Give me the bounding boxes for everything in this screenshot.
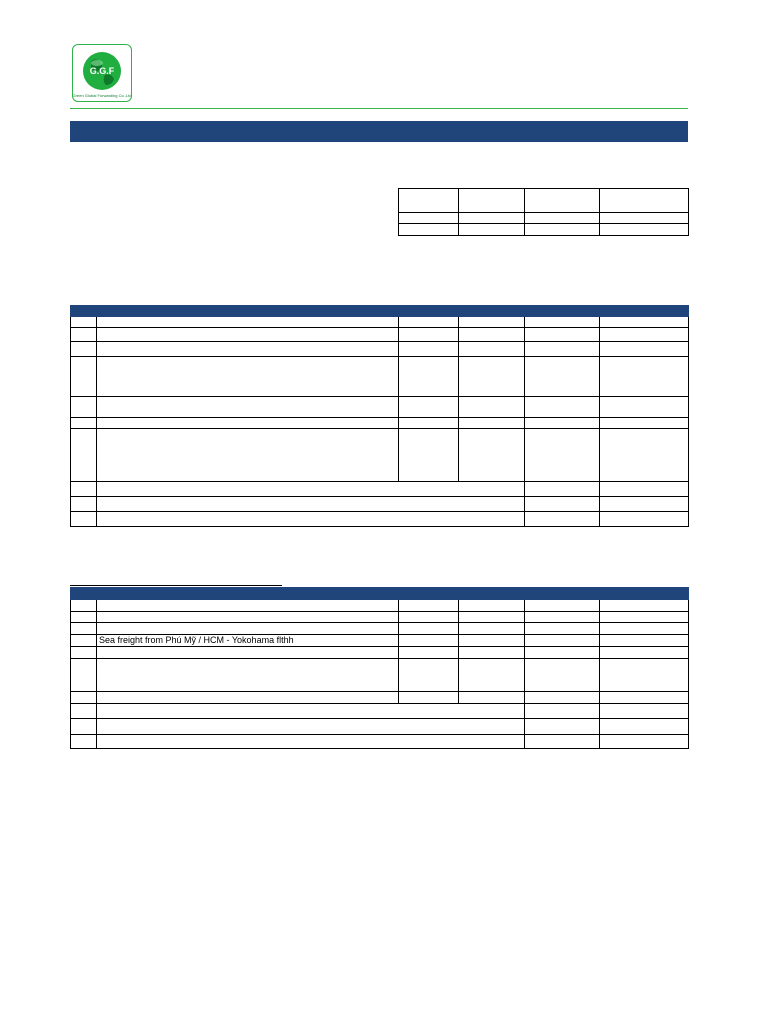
title-bar <box>70 121 688 142</box>
header-separator <box>70 108 688 109</box>
table-row <box>71 512 689 527</box>
logo-company-line: Green Global Forwarding Co.,Ltd <box>73 93 131 98</box>
table-row <box>71 357 689 397</box>
table-row <box>71 612 689 623</box>
table-row <box>71 418 689 429</box>
table-header <box>71 588 689 600</box>
table-row <box>71 623 689 635</box>
table-row <box>71 635 689 647</box>
table-row <box>71 429 689 482</box>
company-logo <box>72 44 132 102</box>
globe-icon <box>73 45 131 101</box>
table-row <box>71 719 689 735</box>
table-row <box>399 213 689 224</box>
table-row <box>71 735 689 749</box>
logo-letters: G.G.F <box>89 66 115 76</box>
charges-table-1 <box>70 305 689 527</box>
table-row <box>71 397 689 418</box>
sea-freight-label: Sea freight from Phú Mỹ / HCM - Yokohama flthh <box>97 635 399 647</box>
table-row <box>71 328 689 342</box>
table-row <box>71 317 689 328</box>
table-row <box>71 647 689 659</box>
table-row <box>71 497 689 512</box>
table-header <box>71 306 689 317</box>
section-underline <box>70 585 282 586</box>
charges-table-2 <box>70 587 689 749</box>
table-row <box>399 189 689 213</box>
table-row <box>71 600 689 612</box>
table-row <box>71 692 689 704</box>
summary-table <box>398 188 689 236</box>
table-row <box>71 659 689 692</box>
table-row <box>71 482 689 497</box>
table-row <box>71 342 689 357</box>
table-row <box>399 224 689 236</box>
table-row <box>71 704 689 719</box>
